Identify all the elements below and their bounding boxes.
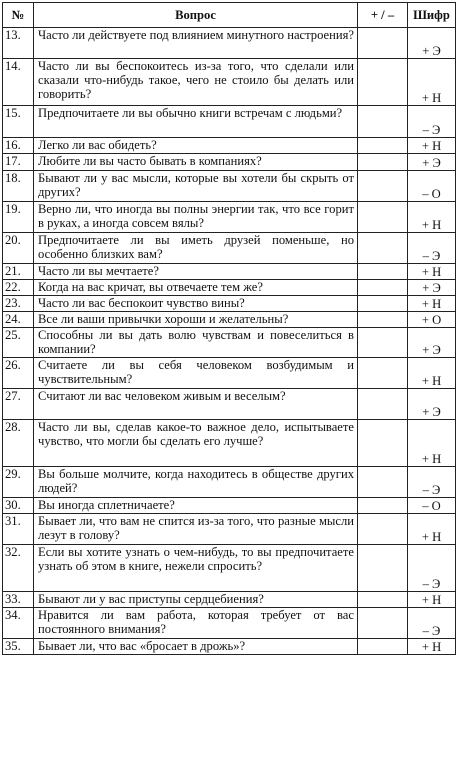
table-row <box>3 59 456 106</box>
question-number: 32. <box>3 545 34 592</box>
question-text: Часто ли вы, сделав какое-то важное дело, испытываете чувство, что могли бы сделать его лучше? <box>34 420 358 467</box>
table-row <box>3 467 456 498</box>
question-number: 21. <box>3 264 34 280</box>
answer-cell[interactable] <box>358 358 408 389</box>
table-row <box>3 106 456 138</box>
code-cell: + Н <box>408 138 456 154</box>
answer-cell[interactable] <box>358 328 408 358</box>
question-number: 27. <box>3 389 34 420</box>
question-number: 22. <box>3 280 34 296</box>
question-text: Предпочитаете ли вы обычно книги встречам с людьми? <box>34 106 358 138</box>
table-row <box>3 358 456 389</box>
table-header-row <box>3 3 456 28</box>
answer-cell[interactable] <box>358 233 408 264</box>
question-text: Нравится ли вам работа, которая требует от вас постоянного внимания? <box>34 608 358 639</box>
code-cell: + Н <box>408 592 456 608</box>
question-text: Все ли ваши привычки хороши и желательны? <box>34 312 358 328</box>
question-number: 14. <box>3 59 34 106</box>
code-cell: + Э <box>408 280 456 296</box>
code-cell: + Н <box>408 358 456 389</box>
questionnaire-sheet <box>2 2 455 655</box>
answer-cell[interactable] <box>358 296 408 312</box>
question-number: 19. <box>3 202 34 233</box>
answer-cell[interactable] <box>358 498 408 514</box>
table-row <box>3 420 456 467</box>
table-row <box>3 233 456 264</box>
question-number: 26. <box>3 358 34 389</box>
answer-cell[interactable] <box>358 138 408 154</box>
question-text: Бывают ли у вас мысли, которые вы хотели бы скрыть от других? <box>34 171 358 202</box>
question-number: 20. <box>3 233 34 264</box>
question-text: Бывает ли, что вас «бросает в дрожь»? <box>34 639 358 655</box>
question-number: 34. <box>3 608 34 639</box>
table-row <box>3 264 456 280</box>
question-number: 18. <box>3 171 34 202</box>
table-row <box>3 138 456 154</box>
code-cell: – Э <box>408 545 456 592</box>
code-cell: + Э <box>408 28 456 59</box>
table-row <box>3 202 456 233</box>
table-row <box>3 312 456 328</box>
table-row <box>3 296 456 312</box>
code-cell: + Э <box>408 389 456 420</box>
question-rows <box>3 28 456 655</box>
table-row <box>3 154 456 171</box>
header-number: № <box>3 3 34 28</box>
question-text: Легко ли вас обидеть? <box>34 138 358 154</box>
answer-cell[interactable] <box>358 202 408 233</box>
question-number: 35. <box>3 639 34 655</box>
question-text: Способны ли вы дать волю чувствам и повеселиться в компании? <box>34 328 358 358</box>
answer-cell[interactable] <box>358 389 408 420</box>
question-number: 16. <box>3 138 34 154</box>
table-row <box>3 545 456 592</box>
code-cell: + Н <box>408 264 456 280</box>
question-text: Считают ли вас человеком живым и веселым? <box>34 389 358 420</box>
question-number: 15. <box>3 106 34 138</box>
answer-cell[interactable] <box>358 106 408 138</box>
answer-cell[interactable] <box>358 280 408 296</box>
code-cell: + Э <box>408 154 456 171</box>
question-number: 30. <box>3 498 34 514</box>
answer-cell[interactable] <box>358 608 408 639</box>
question-number: 28. <box>3 420 34 467</box>
question-number: 25. <box>3 328 34 358</box>
question-text: Часто ли вы беспокоитесь из-за того, что сделали или сказали что-нибудь такое, чего не стоило бы делать или говорить? <box>34 59 358 106</box>
table-row <box>3 28 456 59</box>
header-plus-minus: + / – <box>358 3 408 28</box>
code-cell: + О <box>408 312 456 328</box>
answer-cell[interactable] <box>358 514 408 545</box>
code-cell: – Э <box>408 106 456 138</box>
question-number: 29. <box>3 467 34 498</box>
header-question: Вопрос <box>34 3 358 28</box>
answer-cell[interactable] <box>358 639 408 655</box>
code-cell: + Н <box>408 420 456 467</box>
question-text: Вы иногда сплетничаете? <box>34 498 358 514</box>
answer-cell[interactable] <box>358 545 408 592</box>
question-number: 13. <box>3 28 34 59</box>
answer-cell[interactable] <box>358 592 408 608</box>
table-row <box>3 171 456 202</box>
header-code: Шифр <box>408 3 456 28</box>
code-cell: – Э <box>408 233 456 264</box>
question-text: Когда на вас кричат, вы отвечаете тем же? <box>34 280 358 296</box>
question-text: Вы больше молчите, когда находитесь в обществе других людей? <box>34 467 358 498</box>
code-cell: + Н <box>408 296 456 312</box>
question-number: 31. <box>3 514 34 545</box>
question-text: Верно ли, что иногда вы полны энергии так, что все горит в руках, а иногда совсем вялы? <box>34 202 358 233</box>
question-text: Считаете ли вы себя человеком возбудимым и чувствительным? <box>34 358 358 389</box>
question-number: 33. <box>3 592 34 608</box>
answer-cell[interactable] <box>358 420 408 467</box>
code-cell: + Э <box>408 328 456 358</box>
table-row <box>3 328 456 358</box>
answer-cell[interactable] <box>358 59 408 106</box>
table-row <box>3 608 456 639</box>
table-row <box>3 592 456 608</box>
table-row <box>3 389 456 420</box>
table-row <box>3 280 456 296</box>
question-text: Предпочитаете ли вы иметь друзей поменьше, но особенно близких вам? <box>34 233 358 264</box>
table-row <box>3 639 456 655</box>
question-number: 23. <box>3 296 34 312</box>
answer-cell[interactable] <box>358 467 408 498</box>
code-cell: – Э <box>408 467 456 498</box>
answer-cell[interactable] <box>358 312 408 328</box>
question-text: Часто ли действуете под влиянием минутного настроения? <box>34 28 358 59</box>
question-text: Любите ли вы часто бывать в компаниях? <box>34 154 358 171</box>
question-text: Бывают ли у вас приступы сердцебиения? <box>34 592 358 608</box>
question-number: 24. <box>3 312 34 328</box>
question-text: Часто ли вас беспокоит чувство вины? <box>34 296 358 312</box>
answer-cell[interactable] <box>358 28 408 59</box>
answer-cell[interactable] <box>358 264 408 280</box>
code-cell: – Э <box>408 608 456 639</box>
table-row <box>3 514 456 545</box>
question-text: Если вы хотите узнать о чем-нибудь, то вы предпочитаете узнать об этом в книге, нежели спросить? <box>34 545 358 592</box>
question-number: 17. <box>3 154 34 171</box>
code-cell: + Н <box>408 202 456 233</box>
code-cell: – О <box>408 171 456 202</box>
answer-cell[interactable] <box>358 171 408 202</box>
answer-cell[interactable] <box>358 154 408 171</box>
code-cell: + Н <box>408 514 456 545</box>
code-cell: + Н <box>408 59 456 106</box>
question-text: Бывает ли, что вам не спится из-за того, что разные мысли лезут в голову? <box>34 514 358 545</box>
code-cell: + Н <box>408 639 456 655</box>
questionnaire-table <box>2 2 456 655</box>
table-row <box>3 498 456 514</box>
code-cell: – О <box>408 498 456 514</box>
question-text: Часто ли вы мечтаете? <box>34 264 358 280</box>
